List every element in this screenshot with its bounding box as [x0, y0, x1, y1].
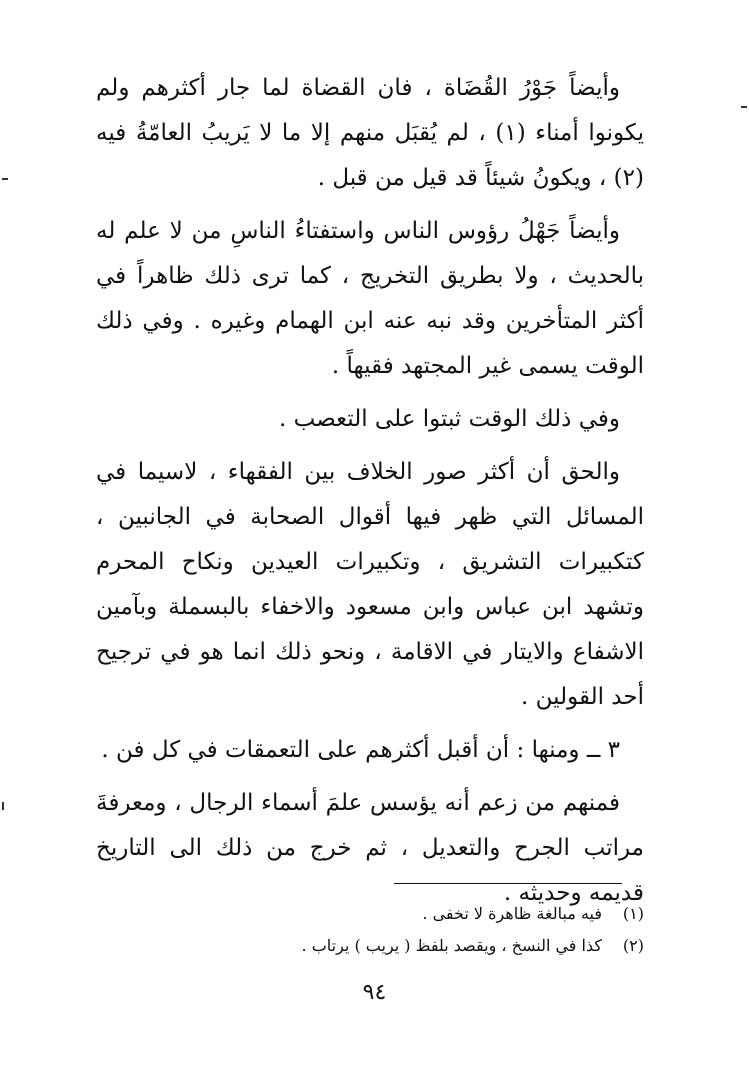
scan-mark: [2, 178, 8, 180]
paragraph-injustice-of-judges: وأيضاً جَوْرُ القُضَاة ، فان القضاة لما جار أكثرهم ولم يكونوا أمناء (١) ، لم يُقبَل منهم إلا ما لا يَريبُ العامّةُ فيه (٢) ، ويكونُ شيئاً قد قيل من قبل .: [96, 75, 644, 191]
footnote-text: كذا في النسخ ، ويقصد بلفظ ( يريب ) يرتاب .: [301, 936, 602, 955]
footnotes: [120, 898, 644, 962]
footnote-item: [120, 898, 644, 930]
scan-mark: [2, 802, 4, 810]
scan-mark: [741, 106, 747, 108]
page-number: ٩٤: [362, 980, 387, 1005]
footnote-text: فيه مبالغة ظاهرة لا تخفى .: [422, 904, 602, 923]
main-text: [96, 66, 644, 916]
paragraph-point-three: ٣ ــ ومنها : أن أقبل أكثرهم على التعمقات في كل فن .: [101, 737, 620, 763]
paragraph-ignorance-of-leaders: وأيضاً جَهْلُ رؤوس الناس واستفتاءُ الناسِ من لا علم له بالحديث ، ولا بطريق التخريج ، كما ترى ذلك ظاهراً في أكثر المتأخرين وقد نبه عنه ابن الهمام وغيره . وفي ذلك الوقت يسمى غير المجتهد فقيهاً .: [96, 218, 644, 379]
footnote-divider: [394, 883, 622, 884]
paragraph-jurists-disagreement: والحق أن أكثر صور الخلاف بين الفقهاء ، لاسيما في المسائل التي ظهر فيها أقوال الصحابة في الجانبين ، كتكبيرات التشريق ، وتكبيرات العيدين ونكاح المحرم وتشهد ابن عباس وابن مسعود والاخفاء بالبسملة وبآمين الاشفاع والايتار في الاقامة ، ونحو ذلك انما هو في ترجيح أحد القولين .: [96, 459, 644, 710]
paragraph-narrator-science: فمنهم من زعم أنه يؤسس علمَ أسماء الرجال ، ومعرفةَ مراتب الجرح والتعديل ، ثم خرج من ذلك الى التاريخ قديمه وحديثه .: [96, 790, 644, 906]
footnote-number: (٢): [622, 936, 644, 955]
footnote-number: (١): [622, 904, 644, 923]
footnote-item: [120, 930, 644, 962]
paragraph-partisanship: وفي ذلك الوقت ثبتوا على التعصب .: [279, 406, 620, 432]
